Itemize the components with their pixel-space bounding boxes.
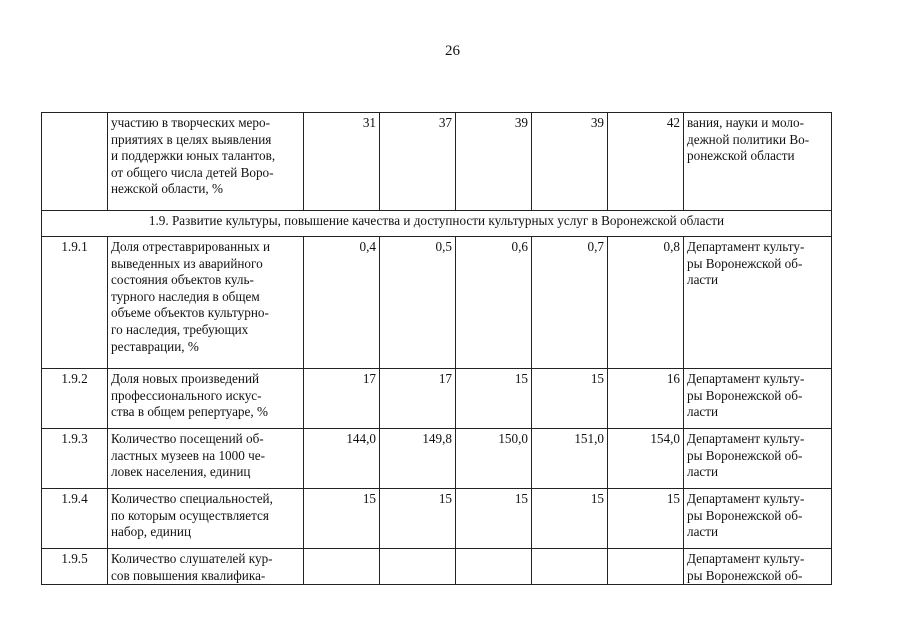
indicator-name-line: по которым осуществляется [111,507,269,523]
indicator-name [108,489,304,549]
indicator-name-line: ства в общем репертуаре, % [111,404,268,420]
responsible-department [684,237,832,369]
year-value-5: 42 [608,113,684,211]
indicator-name-line: участию в творческих меро- [111,115,270,130]
indicator-name-line: приятиях в целях выявления [111,131,272,147]
year-value-4: 39 [532,113,608,211]
responsible-department-line: ронежской области [687,148,795,164]
responsible-department-line: дежной политики Во- [687,131,810,147]
year-value-2: 15 [380,489,456,549]
responsible-department [684,369,832,429]
indicator-name-line: Доля отреставрированных и [111,239,271,254]
year-value-2: 17 [380,369,456,429]
indicator-number: 1.9.2 [42,369,108,429]
year-value-3: 39 [456,113,532,211]
table-body [42,113,832,585]
responsible-department [684,489,832,549]
indicator-name-line: турного наследия в общем [111,288,260,304]
indicator-number [42,113,108,211]
indicator-name-line: ластных музеев на 1000 че- [111,447,265,463]
year-value-1: 0,4 [304,237,380,369]
indicator-name-line: Доля новых произведений [111,371,260,386]
responsible-department-line: ласти [687,524,719,540]
year-value-2: 37 [380,113,456,211]
year-value-4: 15 [532,489,608,549]
indicator-name-line: состояния объектов куль- [111,272,254,288]
year-value-3 [456,549,532,585]
indicator-name-line: сов повышения квалифика- [111,567,266,583]
indicator-name-line: ловек населения, единиц [111,464,251,480]
indicator-name [108,429,304,489]
section-row [42,211,832,237]
responsible-department [684,113,832,211]
responsible-department-line: ласти [687,404,719,420]
responsible-department-line: ры Воронежской об- [687,507,803,523]
indicator-name-line: выведенных из аварийного [111,255,263,271]
indicator-name-line: от общего числа детей Воро- [111,164,274,180]
responsible-department-line: Департамент культу- [687,431,805,446]
year-value-5: 16 [608,369,684,429]
indicator-name-line: нежской области, % [111,181,223,197]
table-row [42,429,832,489]
year-value-2: 149,8 [380,429,456,489]
responsible-department-line: вания, науки и моло- [687,115,804,130]
responsible-department-line: ласти [687,272,719,288]
year-value-3: 150,0 [456,429,532,489]
year-value-5: 0,8 [608,237,684,369]
indicator-name [108,237,304,369]
table-row [42,113,832,211]
indicator-name-line: Количество посещений об- [111,431,264,446]
year-value-5 [608,549,684,585]
table-row [42,489,832,549]
indicator-name-line: и поддержки юных талантов, [111,148,276,164]
year-value-4 [532,549,608,585]
indicator-name [108,549,304,585]
year-value-1: 144,0 [304,429,380,489]
year-value-4: 15 [532,369,608,429]
section-heading: 1.9. Развитие культуры, повышение качества и доступности культурных услуг в Воронежской области [42,211,832,237]
indicator-name-line: объеме объектов культурно- [111,305,269,321]
year-value-3: 15 [456,369,532,429]
year-value-4: 151,0 [532,429,608,489]
indicator-name-line: го наследия, требующих [111,321,249,337]
year-value-2: 0,5 [380,237,456,369]
responsible-department-line: Департамент культу- [687,239,805,254]
table-row [42,369,832,429]
responsible-department-line: Департамент культу- [687,371,805,386]
responsible-department-line: ласти [687,464,719,480]
responsible-department-line: ры Воронежской об- [687,387,803,403]
year-value-4: 0,7 [532,237,608,369]
responsible-department-line: ры Воронежской об- [687,567,803,583]
indicator-name-line: набор, единиц [111,524,192,540]
indicators-table [41,112,832,585]
indicator-name-line: Количество специальностей, [111,491,273,506]
year-value-5: 154,0 [608,429,684,489]
indicator-name-line: Количество слушателей кур- [111,551,273,566]
year-value-1 [304,549,380,585]
indicator-name [108,113,304,211]
indicator-number: 1.9.5 [42,549,108,585]
year-value-2 [380,549,456,585]
year-value-3: 15 [456,489,532,549]
indicator-name [108,369,304,429]
indicator-number: 1.9.3 [42,429,108,489]
responsible-department [684,549,832,585]
responsible-department-line: Департамент культу- [687,551,805,566]
year-value-1: 15 [304,489,380,549]
responsible-department-line: Департамент культу- [687,491,805,506]
indicator-name-line: профессионального искус- [111,387,262,403]
responsible-department [684,429,832,489]
year-value-1: 17 [304,369,380,429]
responsible-department-line: ры Воронежской об- [687,447,803,463]
page-number: 26 [445,43,460,59]
year-value-3: 0,6 [456,237,532,369]
year-value-5: 15 [608,489,684,549]
indicator-name-line: реставрации, % [111,338,199,354]
indicator-number: 1.9.1 [42,237,108,369]
indicator-number: 1.9.4 [42,489,108,549]
table-row [42,549,832,585]
responsible-department-line: ры Воронежской об- [687,255,803,271]
year-value-1: 31 [304,113,380,211]
table-row [42,237,832,369]
